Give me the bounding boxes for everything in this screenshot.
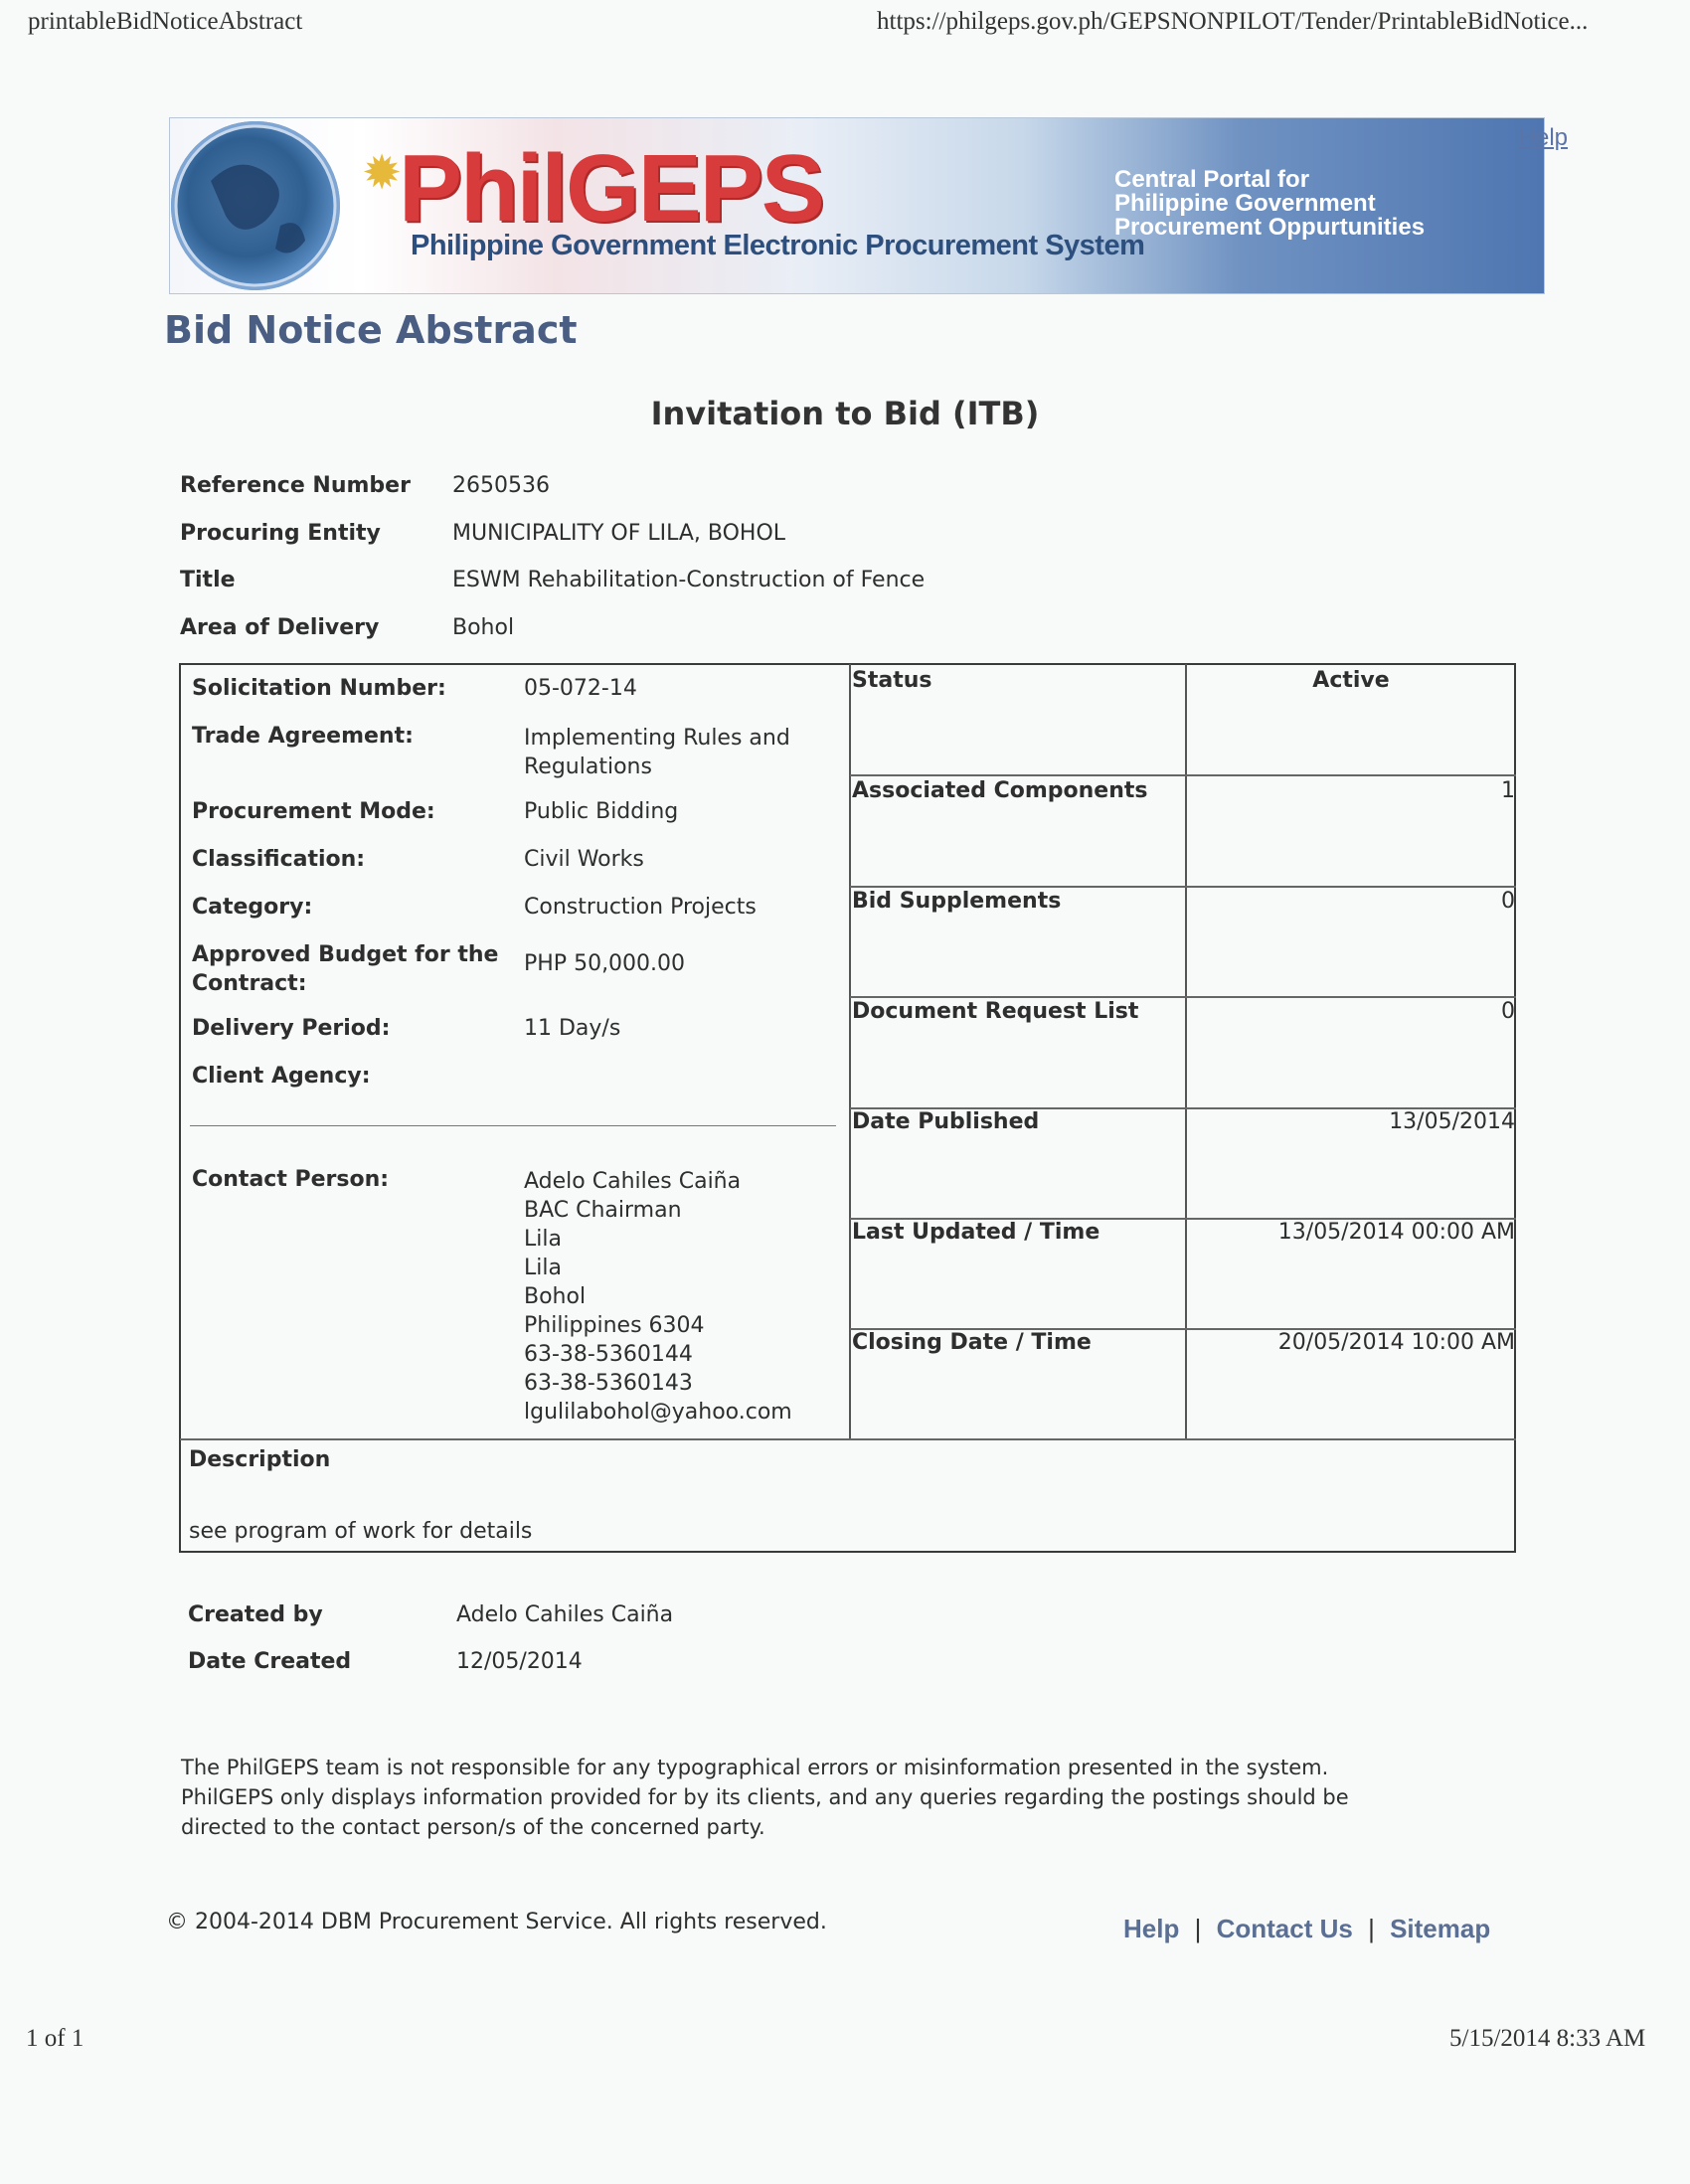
title-value: ESWM Rehabilitation-Construction of Fence [452,568,926,592]
associated-components-label: Associated Components [852,778,1148,803]
contact-line: Bohol [524,1284,587,1309]
associated-components-value: 1 [1501,778,1515,803]
trade-agreement-value [524,724,790,781]
area-of-delivery-value: Bohol [452,615,515,640]
row-divider [850,774,1516,776]
trade-agreement-line: Regulations [524,755,652,779]
category-label: Category: [192,895,313,920]
philgeps-banner [169,117,1568,294]
classification-value: Civil Works [524,847,644,872]
bid-supplements-value: 0 [1501,889,1515,914]
delivery-period-value: 11 Day/s [524,1016,621,1041]
contact-line: 63-38-5360143 [524,1371,693,1396]
approved-budget-label-line: Approved Budget for the [192,942,499,967]
print-page-number: 1 of 1 [26,2025,84,2052]
procurement-seal-icon [171,121,340,290]
date-published-label: Date Published [852,1109,1040,1134]
column-divider [849,664,851,1439]
contact-line: BAC Chairman [524,1198,682,1223]
print-header-title: printableBidNoticeAbstract [28,8,303,35]
notice-heading: Invitation to Bid (ITB) [650,395,1040,432]
title-label: Title [180,568,236,592]
status-label: Status [852,668,932,693]
delivery-period-label: Delivery Period: [192,1016,391,1041]
footer-sitemap-link[interactable]: Sitemap [1390,1914,1491,1943]
procurement-mode-value: Public Bidding [524,799,679,824]
last-updated-value: 13/05/2014 00:00 AM [1277,1220,1515,1245]
print-timestamp: 5/15/2014 8:33 AM [1449,2025,1646,2052]
date-published-value: 13/05/2014 [1389,1109,1515,1134]
contact-person-details [524,1167,792,1427]
copyright: © 2004-2014 DBM Procurement Service. All rights reserved. [166,1910,827,1934]
sun-star-icon: ✹ [362,145,403,201]
description-text: see program of work for details [189,1519,533,1544]
row-divider [850,886,1516,888]
footer-separator: | [1368,1914,1375,1943]
row-divider [850,996,1516,998]
client-agency-label: Client Agency: [192,1064,371,1089]
reference-number-label: Reference Number [180,473,411,498]
contact-email: lgulilabohol@yahoo.com [524,1400,792,1425]
portal-tagline [1114,168,1532,240]
philgeps-logo-text: PhilGEPS [399,135,823,242]
approved-budget-label [192,940,498,998]
banner-help-link[interactable]: Help [1518,124,1568,151]
document-request-list-label: Document Request List [852,999,1139,1024]
row-divider [180,1438,1516,1440]
page-title: Bid Notice Abstract [164,308,578,352]
portal-line: Philippine Government [1114,190,1376,217]
footer-links [1123,1914,1490,1944]
section-divider [190,1125,836,1126]
bid-supplements-label: Bid Supplements [852,889,1062,914]
portal-line: Central Portal for [1114,166,1310,193]
created-by-value: Adelo Cahiles Caiña [456,1602,674,1627]
disclaimer-line: PhilGEPS only displays information provided for by its clients, and any queries regarding the postings should be [181,1785,1349,1809]
date-created-label: Date Created [188,1649,352,1674]
philgeps-logo-subtitle: Philippine Government Electronic Procurement System [411,230,1145,261]
procurement-mode-label: Procurement Mode: [192,799,435,824]
closing-date-value: 20/05/2014 10:00 AM [1277,1330,1515,1355]
trade-agreement-line: Implementing Rules and [524,726,790,751]
portal-line: Procurement Oppurtunities [1114,214,1426,241]
footer-help-link[interactable]: Help [1123,1914,1180,1943]
contact-line: Philippines 6304 [524,1313,705,1338]
contact-line: 63-38-5360144 [524,1342,693,1367]
reference-number-value: 2650536 [452,473,550,498]
last-updated-label: Last Updated / Time [852,1220,1100,1245]
disclaimer [181,1753,1349,1842]
classification-label: Classification: [192,847,366,872]
footer-separator: | [1194,1914,1202,1943]
area-of-delivery-label: Area of Delivery [180,615,380,640]
solicitation-number-value: 05-072-14 [524,676,637,701]
description-label: Description [189,1447,331,1472]
procuring-entity-label: Procuring Entity [180,521,381,546]
trade-agreement-label: Trade Agreement: [192,724,414,749]
contact-line: Lila [524,1227,562,1252]
disclaimer-line: The PhilGEPS team is not responsible for any typographical errors or misinformation presented in the system. [181,1756,1329,1779]
approved-budget-value: PHP 50,000.00 [524,951,686,976]
created-by-label: Created by [188,1602,323,1627]
contact-line: Lila [524,1256,562,1280]
disclaimer-line: directed to the contact person/s of the concerned party. [181,1815,765,1839]
contact-person-label: Contact Person: [192,1167,390,1192]
footer-contact-link[interactable]: Contact Us [1216,1914,1353,1943]
print-header-url: https://philgeps.gov.ph/GEPSNONPILOT/Tender/PrintableBidNotice... [877,8,1589,35]
contact-line: Adelo Cahiles Caiña [524,1169,742,1194]
status-value: Active [1312,668,1390,693]
procuring-entity-value: MUNICIPALITY OF LILA, BOHOL [452,521,786,546]
solicitation-number-label: Solicitation Number: [192,676,446,701]
approved-budget-label-line: Contract: [192,971,307,996]
date-created-value: 12/05/2014 [456,1649,583,1674]
document-request-list-value: 0 [1501,999,1515,1024]
category-value: Construction Projects [524,895,757,920]
closing-date-label: Closing Date / Time [852,1330,1092,1355]
